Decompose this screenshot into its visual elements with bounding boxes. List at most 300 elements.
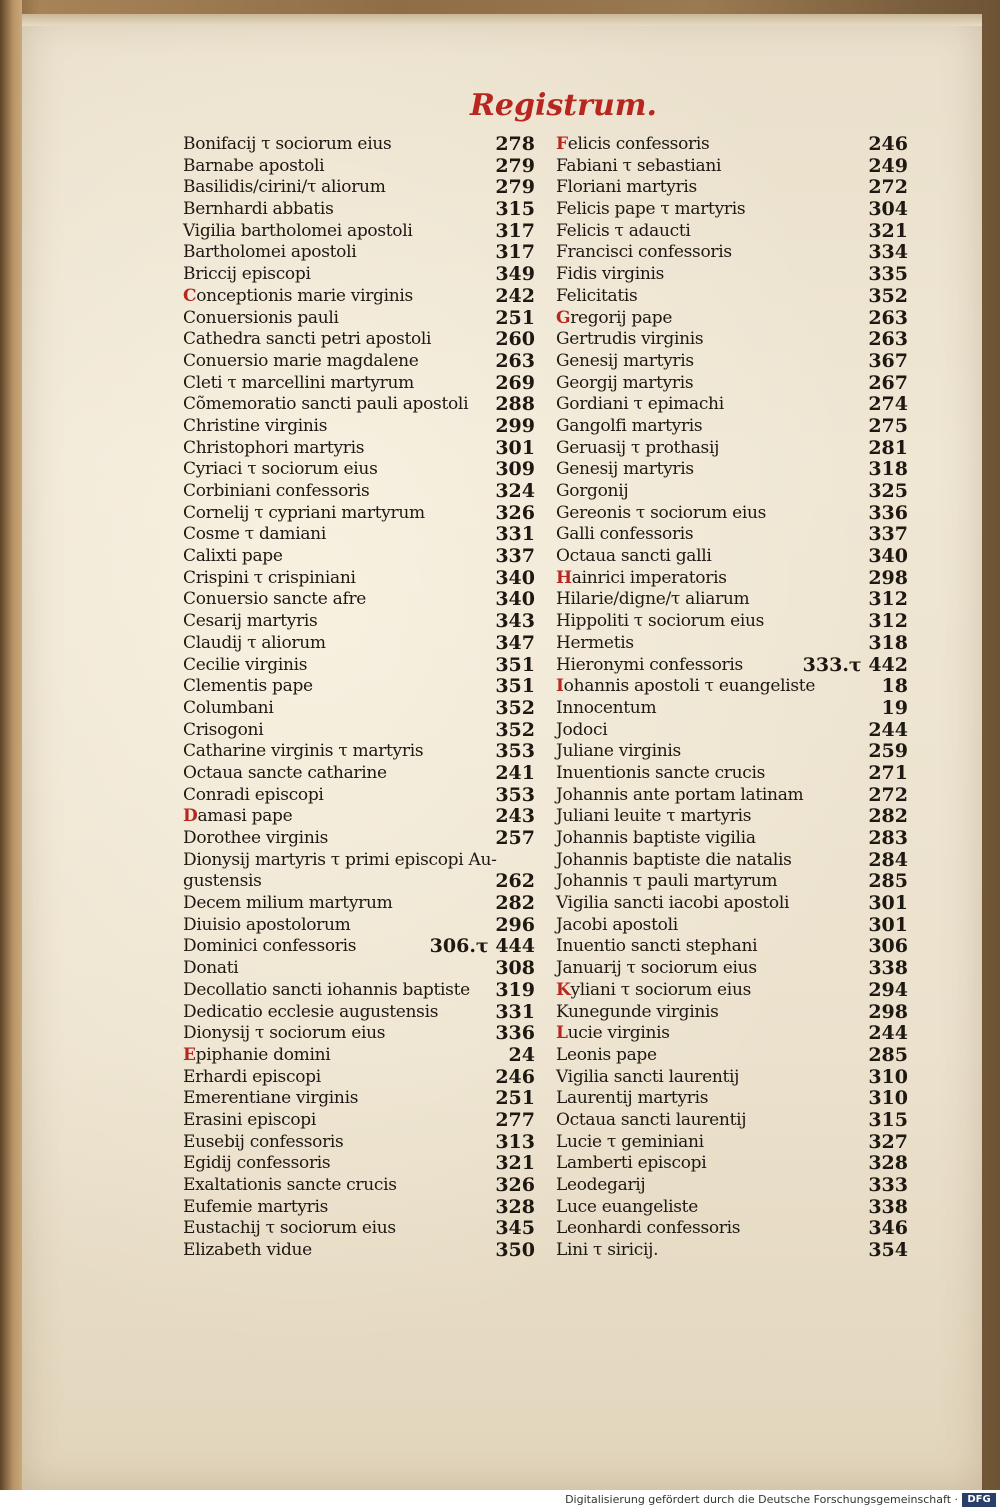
register-entry — [556, 633, 908, 655]
entry-page-number: 246 — [495, 1065, 535, 1088]
entry-page-number: 18 — [881, 675, 908, 698]
entry-text: Gorgonij — [556, 481, 629, 501]
register-entry — [556, 806, 908, 828]
entry-label — [183, 242, 356, 264]
register-entry — [183, 1002, 535, 1024]
entry-page-number: 321 — [495, 1152, 535, 1175]
entry-label — [556, 156, 721, 178]
register-entry — [556, 1023, 908, 1045]
register-entry — [183, 524, 535, 546]
register-entry — [556, 134, 908, 156]
register-entry — [183, 1153, 535, 1175]
entry-label — [556, 676, 815, 698]
entry-text: Gereonis τ sociorum eius — [556, 502, 767, 523]
entry-page-number: 244 — [868, 718, 908, 741]
entry-label — [556, 980, 751, 1002]
entry-page-number: 333 — [868, 1174, 908, 1196]
dfg-logo: DFG — [962, 1493, 996, 1507]
entry-text: Dedicatio ecclesie augustensis — [183, 1001, 439, 1022]
entry-text: Crisogoni — [183, 719, 264, 740]
entry-label — [556, 720, 607, 742]
register-entry — [556, 1197, 908, 1219]
entry-text: Geruasij τ prothasij — [556, 437, 720, 458]
entry-page-number: 325 — [868, 480, 908, 502]
register-entry — [556, 481, 908, 503]
entry-text: ucie virginis — [567, 1023, 670, 1044]
entry-label — [556, 806, 751, 828]
register-entry — [556, 828, 908, 850]
entry-page-number: 309 — [495, 458, 535, 481]
entry-label — [183, 1197, 328, 1219]
register-entry — [183, 329, 535, 351]
entry-label — [183, 1218, 396, 1240]
entry-text: Calixti pape — [183, 546, 283, 567]
entry-page-number: 257 — [495, 827, 535, 849]
entry-label — [556, 763, 765, 785]
register-entry — [183, 915, 535, 937]
register-entry — [556, 373, 908, 395]
register-entry — [556, 568, 908, 590]
entry-label — [183, 741, 423, 763]
entry-text: Christophori martyris — [183, 437, 365, 458]
entry-label — [183, 438, 364, 460]
register-entry — [556, 698, 908, 720]
entry-text: Fidis virginis — [556, 264, 665, 285]
entry-page-number: 299 — [495, 414, 535, 437]
entry-label — [556, 1153, 706, 1175]
entry-label — [556, 351, 694, 373]
entry-page-number: 241 — [495, 761, 535, 784]
entry-label — [556, 503, 766, 525]
entry-text: Cyriaci τ sociorum eius — [183, 459, 378, 480]
entry-page-number: 282 — [495, 892, 535, 915]
register-entry — [183, 1218, 535, 1240]
entry-text: Diuisio apostolorum — [183, 914, 351, 935]
register-entry — [183, 1088, 535, 1110]
entry-page-number: 275 — [868, 414, 908, 437]
entry-text: Vigilia sancti iacobi apostoli — [556, 893, 790, 914]
entry-page-number: 335 — [868, 263, 908, 286]
entry-label — [183, 720, 263, 742]
register-entry — [556, 893, 908, 915]
entry-text: Bernhardi abbatis — [183, 199, 334, 220]
register-entry — [183, 1175, 535, 1197]
entry-page-number: 352 — [868, 284, 908, 307]
register-entry — [183, 589, 535, 611]
entry-text: Gangolfi martyris — [556, 415, 703, 436]
entry-label — [556, 286, 637, 308]
register-entry — [183, 720, 535, 742]
register-entry — [183, 373, 535, 395]
entry-page-number: 263 — [495, 349, 535, 372]
entry-text: ainrici imperatoris — [571, 567, 727, 588]
register-entry — [556, 264, 908, 286]
register-entry — [556, 1088, 908, 1110]
register-entry — [556, 329, 908, 351]
entry-text: Octaua sancti galli — [556, 546, 712, 567]
entry-text: Conradi episcopi — [183, 784, 324, 805]
register-entry — [183, 221, 535, 243]
register-entry — [183, 958, 535, 980]
entry-page-number: 324 — [495, 480, 535, 502]
entry-text: amasi pape — [197, 806, 293, 827]
red-initial: I — [556, 676, 564, 697]
register-entry — [556, 1132, 908, 1154]
register-entry — [183, 199, 535, 221]
entry-text: Felicitatis — [556, 285, 638, 306]
entry-text: Egidij confessoris — [183, 1153, 331, 1174]
register-entry — [183, 1067, 535, 1089]
entry-label — [183, 1110, 316, 1132]
entry-page-number: 263 — [868, 306, 908, 329]
entry-label — [556, 633, 634, 655]
entry-label — [183, 676, 313, 698]
entry-label — [183, 958, 238, 980]
register-entry — [183, 763, 535, 785]
register-entry — [556, 850, 908, 872]
register-entry — [556, 741, 908, 763]
entry-label — [183, 1240, 312, 1262]
register-entry — [183, 1045, 535, 1067]
entry-label — [556, 481, 628, 503]
register-entry — [183, 1110, 535, 1132]
entry-text: Hermetis — [556, 632, 634, 653]
entry-page-number: 243 — [495, 805, 535, 828]
entry-label — [183, 589, 366, 611]
entry-page-number: 285 — [868, 870, 908, 893]
entry-text: Octaua sancti laurentij — [556, 1109, 747, 1130]
entry-label — [183, 828, 328, 850]
entry-label — [556, 589, 749, 611]
entry-text: Luce euangeliste — [556, 1196, 698, 1217]
entry-text: Hippoliti τ sociorum eius — [556, 611, 765, 632]
entry-page-number: 279 — [495, 154, 535, 177]
entry-page-number: 262 — [495, 870, 535, 893]
entry-label — [183, 329, 431, 351]
entry-page-number: 312 — [868, 610, 908, 633]
register-entry — [556, 503, 908, 525]
register-entry — [183, 568, 535, 590]
entry-page-number: 285 — [868, 1043, 908, 1066]
entry-page-number: 367 — [868, 349, 908, 372]
page-title: Registrum. — [470, 88, 657, 123]
entry-page-number: 281 — [868, 436, 908, 459]
register-column-left — [183, 134, 535, 1262]
entry-page-number: 317 — [495, 219, 535, 242]
entry-text: Gordiani τ epimachi — [556, 394, 724, 415]
register-entry — [183, 741, 535, 763]
entry-label — [183, 806, 292, 828]
register-entry — [183, 264, 535, 286]
entry-text: Juliani leuite τ martyris — [556, 806, 752, 827]
register-entry — [556, 958, 908, 980]
entry-label — [556, 785, 803, 807]
red-initial: L — [556, 1023, 568, 1044]
entry-text: gustensis — [183, 871, 262, 892]
entry-page-number: 304 — [868, 198, 908, 221]
entry-label — [556, 568, 727, 590]
entry-text: Lamberti episcopi — [556, 1153, 707, 1174]
entry-text: Hilarie/digne/τ aliarum — [556, 589, 750, 610]
register-entry — [183, 1132, 535, 1154]
entry-page-number: 306.τ 444 — [429, 935, 535, 958]
entry-text: Emerentiane virginis — [183, 1088, 359, 1109]
entry-text: Cleti τ marcellini martyrum — [183, 372, 414, 393]
entry-text: onceptionis marie virginis — [196, 285, 413, 306]
register-entry — [556, 416, 908, 438]
entry-label — [183, 1002, 438, 1024]
entry-label — [183, 459, 378, 481]
register-entry — [183, 806, 535, 828]
register-entry — [183, 676, 535, 698]
entry-text: Dorothee virginis — [183, 828, 329, 848]
entry-text: Cosme τ damiani — [183, 524, 326, 545]
entry-text: yliani τ sociorum eius — [570, 979, 752, 1000]
entry-text: Dionysij τ sociorum eius — [183, 1023, 386, 1044]
entry-text: Cathedra sancti petri apostoli — [183, 329, 432, 350]
entry-label — [183, 481, 369, 503]
entry-text: Christine virginis — [183, 415, 328, 436]
register-entry — [556, 351, 908, 373]
entry-label — [556, 394, 724, 416]
entry-label — [556, 524, 693, 546]
entry-label — [556, 741, 681, 763]
entry-label — [183, 633, 326, 655]
entry-text: Basilidis/cirini/τ aliorum — [183, 177, 386, 198]
entry-page-number: 326 — [495, 501, 535, 524]
entry-label — [556, 416, 702, 438]
entry-text: Gertrudis virginis — [556, 329, 704, 350]
entry-label — [556, 459, 694, 481]
entry-text: Cornelij τ cypriani martyrum — [183, 502, 425, 523]
register-entry — [183, 828, 535, 850]
entry-page-number: 338 — [868, 1195, 908, 1218]
entry-text: regorij pape — [570, 307, 673, 328]
register-entry — [183, 503, 535, 525]
entry-label — [556, 611, 764, 633]
entry-text: Dominici confessoris — [183, 936, 357, 957]
entry-text: Jacobi apostoli — [556, 914, 678, 935]
entry-text: Conuersionis pauli — [183, 307, 339, 328]
entry-page-number: 294 — [868, 978, 908, 1001]
entry-text: Corbiniani confessoris — [183, 481, 370, 501]
register-entry — [556, 546, 908, 568]
entry-label — [183, 264, 311, 286]
entry-page-number: 352 — [495, 718, 535, 741]
entry-page-number: 343 — [495, 610, 535, 633]
entry-label — [556, 936, 757, 958]
entry-text: Hieronymi confessoris — [556, 654, 743, 675]
entry-text: Leodegarij — [556, 1175, 646, 1195]
entry-page-number: 272 — [868, 783, 908, 806]
register-entry — [556, 156, 908, 178]
red-initial: G — [556, 307, 571, 328]
register-entry — [183, 546, 535, 568]
entry-label — [556, 199, 745, 221]
entry-label — [183, 871, 262, 893]
register-entry — [556, 242, 908, 264]
entry-label — [556, 221, 691, 243]
entry-label — [183, 286, 413, 308]
entry-label — [183, 394, 468, 416]
entry-text: Genesij martyris — [556, 459, 694, 480]
entry-text: Kunegunde virginis — [556, 1001, 719, 1022]
entry-text: Bartholomei apostoli — [183, 242, 357, 263]
entry-text: Eusebij confessoris — [183, 1131, 344, 1152]
register-entry — [183, 134, 535, 156]
entry-page-number: 337 — [495, 545, 535, 568]
entry-text: Cecilie virginis — [183, 654, 308, 675]
register-entry — [183, 1197, 535, 1219]
register-entry — [556, 1153, 908, 1175]
register-entry — [183, 611, 535, 633]
register-entry — [556, 785, 908, 807]
entry-page-number: 340 — [495, 588, 535, 611]
entry-label — [183, 524, 326, 546]
register-entry — [183, 980, 535, 1002]
register-entry — [556, 1002, 908, 1024]
entry-label — [183, 416, 327, 438]
entry-text: Vigilia bartholomei apostoli — [183, 220, 413, 241]
entry-label — [556, 1067, 739, 1089]
entry-text: Leonhardi confessoris — [556, 1218, 741, 1239]
entry-page-number: 353 — [495, 783, 535, 806]
entry-label — [183, 1023, 385, 1045]
register-entry — [556, 915, 908, 937]
entry-text: Dionysij martyris τ primi episcopi Au- — [183, 849, 497, 870]
entry-page-number: 347 — [495, 631, 535, 654]
entry-label — [556, 1197, 698, 1219]
entry-text: Columbani — [183, 697, 274, 718]
entry-page-number: 340 — [868, 545, 908, 568]
entry-page-number: 310 — [868, 1065, 908, 1088]
entry-text: Vigilia sancti laurentij — [556, 1066, 740, 1087]
entry-page-number: 269 — [495, 371, 535, 394]
entry-label — [183, 655, 307, 677]
entry-page-number: 315 — [495, 198, 535, 221]
red-initial: K — [556, 979, 571, 1000]
register-entry — [556, 221, 908, 243]
entry-label — [183, 308, 339, 330]
register-entry — [556, 1110, 908, 1132]
entry-page-number: 298 — [868, 566, 908, 589]
entry-label — [183, 1153, 330, 1175]
entry-label — [556, 958, 757, 980]
entry-label — [183, 221, 413, 243]
entry-label — [556, 655, 743, 677]
entry-label — [183, 980, 470, 1002]
register-entry — [183, 655, 535, 677]
register-column-right — [556, 134, 908, 1262]
entry-page-number: 288 — [495, 393, 535, 416]
entry-text: Johannis baptiste die natalis — [556, 849, 792, 870]
entry-label — [183, 156, 324, 178]
entry-page-number: 334 — [868, 241, 908, 264]
entry-label — [556, 438, 719, 460]
entry-page-number: 263 — [868, 328, 908, 351]
entry-label — [183, 698, 273, 720]
register-entry — [556, 763, 908, 785]
entry-text: Januarij τ sociorum eius — [556, 958, 757, 979]
entry-page-number: 340 — [495, 566, 535, 589]
entry-page-number: 244 — [868, 1022, 908, 1045]
entry-page-number: 19 — [881, 696, 908, 719]
entry-text: Exaltationis sancte crucis — [183, 1175, 397, 1195]
entry-text: Inuentio sancti stephani — [556, 936, 758, 957]
entry-text: Clementis pape — [183, 676, 313, 697]
entry-page-number: 274 — [868, 393, 908, 416]
entry-label — [556, 264, 664, 286]
register-entry — [183, 698, 535, 720]
register-entry — [183, 850, 535, 872]
register-entry — [183, 936, 535, 958]
register-entry — [183, 351, 535, 373]
entry-page-number: 24 — [508, 1043, 535, 1066]
entry-page-number: 346 — [868, 1217, 908, 1240]
entry-text: Laurentij martyris — [556, 1088, 709, 1109]
entry-page-number: 277 — [495, 1108, 535, 1131]
entry-page-number: 310 — [868, 1087, 908, 1110]
entry-page-number: 298 — [868, 1000, 908, 1023]
entry-label — [556, 329, 703, 351]
entry-label — [556, 1218, 740, 1240]
entry-page-number: 283 — [868, 827, 908, 849]
entry-page-number: 321 — [868, 219, 908, 242]
register-entry — [556, 676, 908, 698]
entry-page-number: 271 — [868, 761, 908, 784]
entry-text: Floriani martyris — [556, 177, 697, 198]
entry-text: Decem milium martyrum — [183, 893, 393, 914]
entry-page-number: 278 — [495, 133, 535, 155]
entry-text: Felicis pape τ martyris — [556, 199, 746, 220]
entry-text: Conuersio marie magdalene — [183, 350, 419, 371]
entry-label — [556, 308, 672, 330]
register-entry — [183, 785, 535, 807]
entry-page-number: 317 — [495, 241, 535, 264]
entry-text: piphanie domini — [195, 1044, 331, 1065]
entry-page-number: 301 — [495, 436, 535, 459]
entry-label — [183, 546, 283, 568]
page-top-strip — [22, 14, 982, 26]
entry-page-number: 338 — [868, 957, 908, 980]
register-entry — [183, 1023, 535, 1045]
entry-label — [556, 546, 712, 568]
register-entry — [183, 242, 535, 264]
register-entry — [183, 438, 535, 460]
entry-text: Donati — [183, 958, 239, 979]
entry-page-number: 350 — [495, 1239, 535, 1262]
entry-text: Genesij martyris — [556, 350, 694, 371]
entry-label — [183, 177, 386, 199]
entry-text: Conuersio sancte afre — [183, 589, 367, 610]
entry-page-number: 319 — [495, 978, 535, 1001]
entry-page-number: 306 — [868, 935, 908, 958]
entry-label — [556, 373, 693, 395]
entry-label — [556, 850, 792, 872]
entry-label — [556, 242, 732, 264]
entry-label — [556, 1175, 645, 1197]
entry-label — [556, 1045, 657, 1067]
register-entry — [556, 1067, 908, 1089]
register-entry — [183, 481, 535, 503]
entry-page-number: 296 — [495, 913, 535, 936]
entry-text: Barnabe apostoli — [183, 155, 325, 176]
entry-text: Octaua sancte catharine — [183, 762, 387, 783]
entry-text: Innocentum — [556, 697, 657, 718]
entry-text: Elizabeth vidue — [183, 1240, 312, 1261]
entry-label — [183, 893, 392, 915]
entry-label — [556, 1023, 670, 1045]
